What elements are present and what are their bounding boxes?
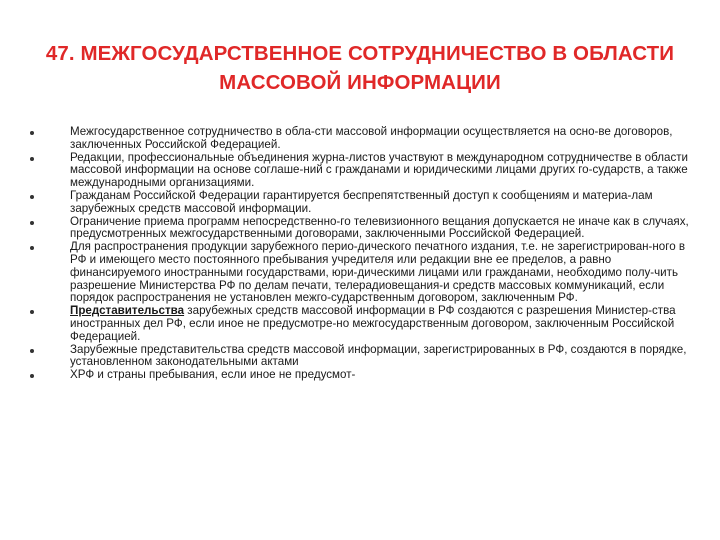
bullet-text: Зарубежные представительства средств массовой информации, зарегистрированных в РФ, создаются в порядке, установленном законодательными актами: [70, 342, 687, 369]
bullet-dot-icon: [30, 349, 34, 353]
bullet-list: [30, 126, 690, 382]
bullet-dot-icon: [30, 131, 34, 135]
bullet-item: [30, 369, 690, 382]
bullet-lead-term: Представительства: [70, 304, 185, 318]
bullet-dot-icon: [30, 310, 34, 314]
bullet-dot-icon: [30, 246, 34, 250]
bullet-dot-icon: [30, 221, 34, 225]
bullet-dot-icon: [30, 374, 34, 378]
bullet-item: [30, 344, 690, 370]
bullet-text: зарубежных средств массовой информации в РФ создаются с разрешения Министер-ства иностранных дел РФ, если иное не предусмотре-но межгосударственным договором, заключенным Российской Федерацией.: [70, 304, 676, 343]
bullet-item: [30, 241, 690, 305]
bullet-item: [30, 126, 690, 152]
bullet-text: Ограничение приема программ непосредственно-го телевизионного вещания допускается не иначе как в случаях, предусмотренных межгосударственными договорами, заключенными Российской Федерацией.: [70, 214, 689, 241]
bullet-dot-icon: [30, 195, 34, 199]
bullet-item: [30, 305, 690, 343]
slide-title: 47. МЕЖГОСУДАРСТВЕННОЕ СОТРУДНИЧЕСТВО В ОБЛАСТИ МАССОВОЙ ИНФОРМАЦИИ: [45, 42, 675, 94]
bullet-dot-icon: [30, 157, 34, 161]
bullet-text: Гражданам Российской Федерации гарантируется беспрепятственный доступ к сообщениям и материа-лам зарубежных средств массовой информации.: [70, 188, 653, 215]
bullet-text: Редакции, профессиональные объединения журна-листов участвуют в международном сотрудничестве в области массовой информации на основе соглаше-ний с гражданами и юридическими лицами других го-сударств, а также международными организациями.: [70, 150, 689, 190]
bullet-text: Межгосударственное сотрудничество в обла-сти массовой информации осуществляется на осно-ве договоров, заключенных Российской Федерацией.: [70, 125, 673, 151]
bullet-item: [30, 216, 690, 242]
bullet-text: ХРФ и страны пребывания, если иное не предусмот-: [70, 368, 356, 382]
bullet-text: Для распространения продукции зарубежного перио-дического печатного издания, т.е. не зарегистрирован-ного в РФ и имеющего место постоянного пребывания учредителя или редакции вне ее пределов, а равно финансируемого иностранными государствами, юри-дическими лицами или гражданами, необходимо полу-чить разрешение Министерства РФ по делам печати, телерадиовещания-и средств массовых коммуникаций, если порядок распространения не установлен межго-сударственным договором, заключенным РФ.: [70, 240, 686, 305]
bullet-item: [30, 152, 690, 190]
bullet-item: [30, 190, 690, 216]
